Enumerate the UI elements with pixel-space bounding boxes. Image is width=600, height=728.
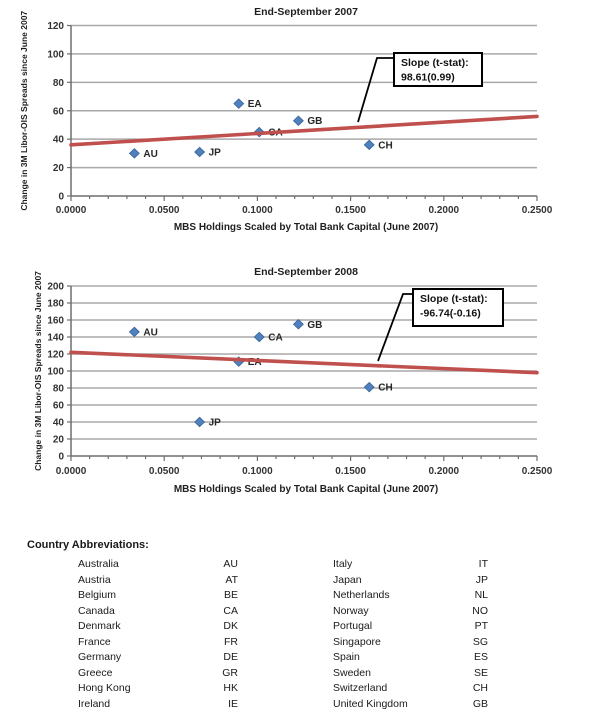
country-name: France	[78, 635, 111, 648]
table-spacer	[238, 650, 333, 666]
country-abbrev: PT	[474, 620, 488, 632]
country-abbrev: NO	[472, 604, 488, 617]
trendline-chart1	[71, 116, 537, 144]
data-point-au-chart2	[129, 327, 139, 336]
country-abbrev: GR	[222, 666, 238, 679]
country-abbrev: AT	[225, 573, 238, 586]
country-name: Japan	[333, 573, 362, 586]
x-tick-label: 0.1500	[335, 205, 366, 216]
country-abbrev: NL	[474, 589, 488, 601]
country-name: Canada	[78, 604, 115, 617]
country-name: Australia	[78, 558, 119, 570]
x-tick-label: 0.0500	[148, 466, 180, 477]
data-point-ch-chart2	[364, 382, 374, 391]
country-abbrev: JP	[475, 573, 488, 586]
data-point-label-au-chart1: AU	[143, 148, 158, 160]
data-point-jp-chart2	[195, 417, 205, 426]
country-name: Germany	[78, 651, 122, 663]
country-abbrev: SE	[473, 666, 488, 679]
data-point-label-au-chart2: AU	[143, 327, 158, 339]
annotation-text-chart1-line1: Slope (t-stat):	[401, 57, 469, 69]
annotation-connector-chart1	[358, 58, 394, 122]
country-abbrev: FR	[224, 635, 238, 648]
x-tick-label: 0.2500	[521, 466, 553, 477]
country-abbrev: CA	[223, 604, 238, 617]
country-abbrev: HK	[223, 682, 238, 694]
x-tick-label: 0.1000	[242, 466, 273, 477]
data-point-label-gb-chart2: GB	[307, 319, 323, 331]
y-tick-label: 40	[52, 417, 64, 429]
y-tick-label: 0	[58, 191, 64, 203]
country-abbrev: GB	[472, 697, 488, 710]
table-spacer	[238, 635, 333, 651]
y-tick-label: 60	[52, 400, 64, 412]
data-point-label-ch-chart2: CH	[378, 382, 393, 394]
country-name: Ireland	[78, 697, 111, 710]
y-tick-label: 180	[47, 298, 64, 310]
country-name: Austria	[78, 573, 111, 586]
table-spacer	[238, 573, 333, 589]
chart-title: End-September 2007	[254, 6, 358, 18]
x-tick-label: 0.2500	[521, 205, 553, 216]
data-point-label-gb-chart1: GB	[307, 116, 323, 128]
y-axis-title: Change in 3M Libor-OIS Spreads since June 2007	[33, 271, 43, 471]
y-tick-label: 200	[47, 281, 64, 293]
table-spacer	[238, 557, 333, 573]
data-point-label-ea-chart1: EA	[247, 99, 262, 111]
data-point-label-jp-chart2: JP	[208, 417, 221, 429]
x-tick-label: 0.0000	[55, 205, 87, 216]
y-tick-label: 20	[52, 434, 64, 446]
y-tick-label: 120	[47, 349, 64, 361]
x-tick-label: 0.0500	[148, 205, 180, 216]
y-tick-label: 40	[52, 134, 64, 146]
data-point-au-chart1	[129, 149, 139, 158]
country-name: Greece	[78, 666, 113, 679]
country-name: Hong Kong	[78, 682, 131, 694]
x-tick-label: 0.0000	[55, 466, 87, 477]
country-name: United Kingdom	[333, 697, 408, 710]
y-tick-label: 20	[52, 163, 64, 175]
y-axis-title: Change in 3M Libor-OIS Spreads since June 2007	[19, 10, 29, 211]
country-abbrev: CH	[472, 682, 488, 694]
country-abbrev: IE	[228, 697, 238, 710]
table-spacer	[238, 666, 333, 682]
x-tick-label: 0.1000	[242, 205, 273, 216]
table-spacer	[238, 604, 333, 620]
country-name: Netherlands	[333, 589, 390, 601]
country-name: Spain	[333, 651, 360, 663]
table-spacer	[238, 619, 333, 635]
y-tick-label: 80	[52, 383, 64, 395]
country-name: Sweden	[333, 666, 371, 679]
x-tick-label: 0.1500	[335, 466, 366, 477]
data-point-label-ch-chart1: CH	[378, 140, 393, 152]
country-abbrev: BE	[223, 589, 238, 601]
data-point-gb-chart1	[294, 116, 304, 125]
data-point-gb-chart2	[294, 320, 304, 329]
x-axis-title: MBS Holdings Scaled by Total Bank Capital (June 2007)	[173, 484, 439, 495]
x-axis-title: MBS Holdings Scaled by Total Bank Capital (June 2007)	[173, 222, 439, 233]
annotation-text-chart1-line2: 98.61(0.99)	[401, 71, 455, 84]
annotation-text-chart2-line2: -96.74(-0.16)	[420, 307, 481, 320]
y-tick-label: 120	[47, 21, 64, 32]
table-spacer	[238, 588, 333, 604]
country-name: Italy	[333, 558, 353, 570]
x-tick-label: 0.2000	[428, 466, 460, 477]
data-point-label-jp-chart1: JP	[208, 147, 221, 159]
chart-1	[19, 6, 553, 233]
y-tick-label: 100	[47, 366, 64, 378]
y-tick-label: 60	[52, 106, 64, 118]
data-point-ca-chart2	[254, 332, 264, 341]
y-tick-label: 140	[47, 332, 64, 344]
data-point-ea-chart1	[234, 99, 244, 108]
country-name: Portugal	[333, 620, 373, 632]
chart-title: End-September 2008	[254, 266, 358, 278]
country-name: Norway	[333, 604, 369, 617]
y-tick-label: 0	[58, 451, 64, 463]
country-abbrev: DE	[223, 651, 238, 663]
country-abbreviations-heading: Country Abbreviations:	[27, 539, 149, 551]
data-point-label-ea-chart2: EA	[247, 357, 262, 369]
country-abbreviations-table	[78, 557, 488, 712]
country-abbrev: DK	[223, 620, 238, 632]
data-point-label-ca-chart2: CA	[268, 332, 283, 344]
country-abbrev: AU	[223, 558, 238, 570]
y-tick-label: 100	[47, 49, 64, 61]
data-point-ch-chart1	[364, 140, 374, 149]
y-tick-label: 80	[52, 77, 64, 89]
data-point-jp-chart1	[195, 147, 205, 156]
chart-2	[33, 266, 553, 495]
x-tick-label: 0.2000	[428, 205, 460, 216]
annotation-text-chart2-line1: Slope (t-stat):	[420, 293, 488, 305]
country-abbrev: IT	[478, 558, 488, 570]
y-tick-label: 160	[47, 315, 64, 327]
table-spacer	[238, 697, 333, 713]
country-abbrev: SG	[472, 635, 488, 648]
country-name: Denmark	[78, 620, 121, 632]
country-abbrev: ES	[473, 651, 488, 663]
country-name: Belgium	[78, 589, 116, 601]
annotation-connector-chart2	[378, 294, 413, 361]
country-name: Switzerland	[333, 682, 388, 694]
trendline-chart2	[71, 352, 537, 372]
table-spacer	[238, 681, 333, 697]
country-name: Singapore	[333, 635, 381, 648]
